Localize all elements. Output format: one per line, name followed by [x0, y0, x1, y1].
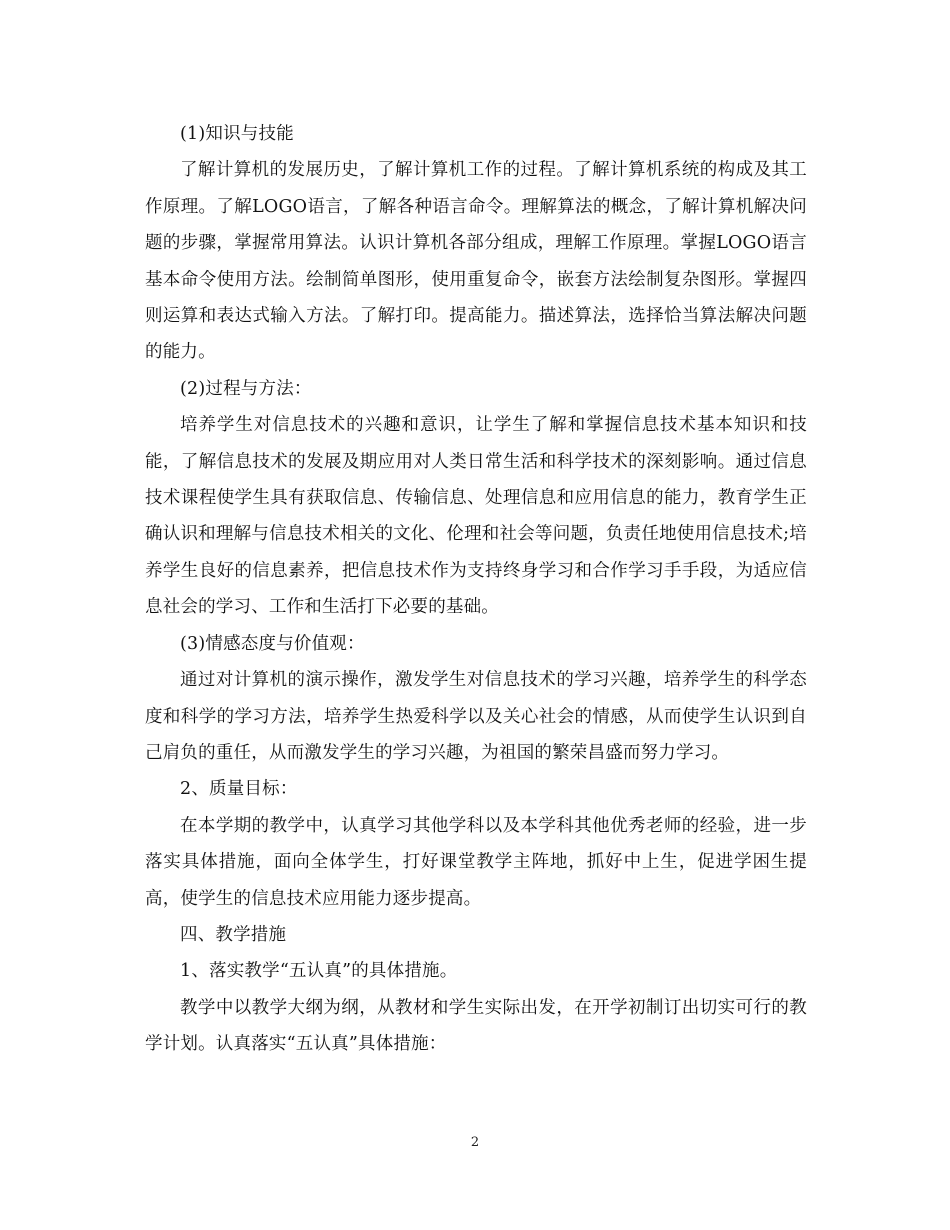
paragraph-knowledge-skills: 了解计算机的发展历史，了解计算机工作的过程。了解计算机系统的构成及其工作原理。了解LOGO语言，了解各种语言命令。理解算法的概念，了解计算机解决问题的步骤，掌握常用算法。认识计算机各部分组成，理解工作原理。掌握LOGO语言基本命令使用方法。绘制简单图形，使用重复命令，嵌套方法绘制复杂图形。掌握四则运算和表达式输入方法。了解打印。提高能力。描述算法，选择恰当算法解决问题的能力。 — [145, 160, 807, 363]
paragraph-five-diligence: 教学中以教学大纲为纲，从教材和学生实际出发，在开学初制订出切实可行的教学计划。认真落实“五认真”具体措施： — [145, 997, 807, 1055]
heading-quality-goal: 2、质量目标： — [180, 779, 298, 800]
heading-five-diligence: 1、落实教学“五认真”的具体措施。 — [180, 961, 458, 982]
heading-teaching-measures: 四、教学措施 — [180, 924, 287, 945]
heading-emotion-values: (3)情感态度与价值观： — [180, 633, 365, 654]
heading-process-method: (2)过程与方法： — [180, 378, 312, 399]
document-body — [145, 116, 807, 1063]
heading-knowledge-skills: (1)知识与技能 — [180, 124, 294, 144]
paragraph-quality-goal: 在本学期的教学中，认真学习其他学科以及本学科其他优秀老师的经验，进一步落实具体措施，面向全体学生，打好课堂教学主阵地，抓好中上生，促进学困生提高，使学生的信息技术应用能力逐步提高。 — [145, 815, 807, 909]
page-number: 2 — [470, 1135, 480, 1150]
paragraph-process-method: 培养学生对信息技术的兴趣和意识，让学生了解和掌握信息技术基本知识和技能，了解信息技术的发展及期应用对人类日常生活和科学技术的深刻影响。通过信息技术课程使学生具有获取信息、传输信息、处理信息和应用信息的能力，教育学生正确认识和理解与信息技术相关的文化、伦理和社会等问题，负责任地使用信息技术;培养学生良好的信息素养，把信息技术作为支持终身学习和合作学习手手段，为适应信息社会的学习、工作和生活打下必要的基础。 — [145, 415, 807, 618]
paragraph-emotion-values: 通过对计算机的演示操作，激发学生对信息技术的学习兴趣，培养学生的科学态度和科学的学习方法，培养学生热爱科学以及关心社会的情感，从而使学生认识到自己肩负的重任，从而激发学生的学习兴趣，为祖国的繁荣昌盛而努力学习。 — [145, 670, 807, 763]
